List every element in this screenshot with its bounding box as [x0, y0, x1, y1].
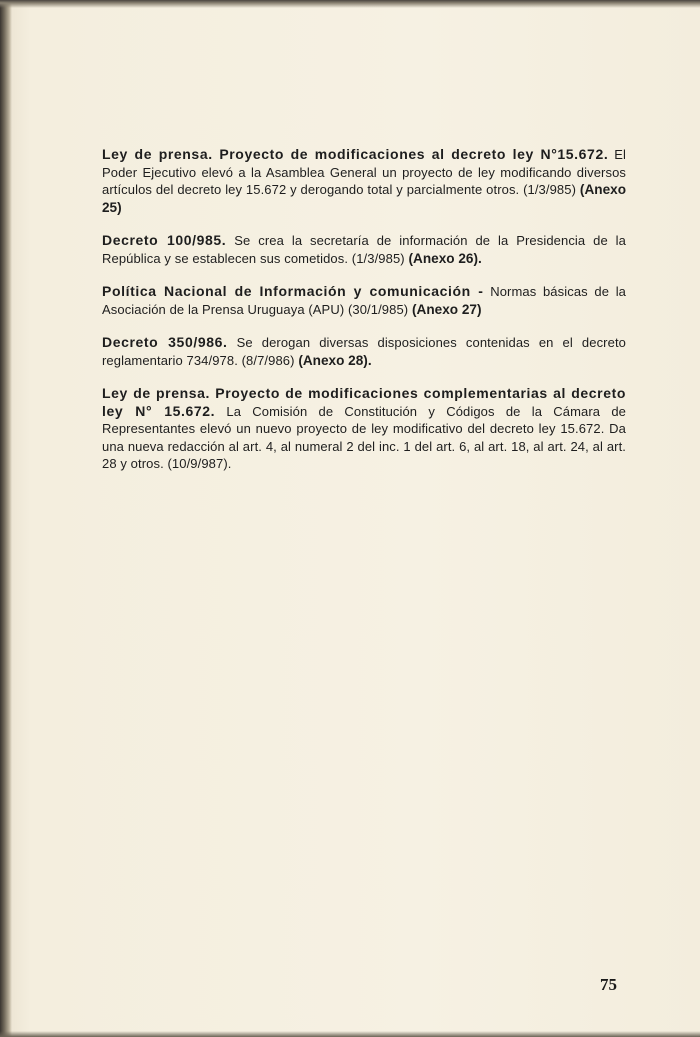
book-spine-shadow [0, 0, 12, 1037]
entry-annex: (Anexo 28). [298, 352, 372, 368]
entry-heading: Ley de prensa. Proyecto de modificaciones complementarias al decreto ley N° 15.672. [102, 385, 626, 419]
entry-text: El Poder Ejecutivo elevó a la Asamblea General un proyecto de ley modificando diversos artículos del decreto ley 15.672 y derogando total y parcialmente otros. (1/3/985) [102, 147, 626, 197]
page-bottom-edge [0, 1031, 700, 1037]
entry-heading: Ley de prensa. Proyecto de modificaciones al decreto ley N°15.672. [102, 146, 609, 162]
entry-1 [102, 146, 626, 216]
entry-annex: (Anexo 26). [408, 250, 482, 266]
entry-list [102, 146, 626, 489]
entry-text: Se crea la secretaría de información de la Presidencia de la República y se establecen sus cometidos. (1/3/985) [102, 233, 627, 266]
entry-4 [102, 334, 626, 369]
entry-annex: (Anexo 25) [102, 182, 626, 215]
entry-5 [102, 385, 626, 473]
entry-annex: (Anexo 27) [412, 301, 482, 317]
entry-heading: Decreto 100/985. [102, 232, 227, 248]
entry-heading: Decreto 350/986. [102, 334, 228, 350]
entry-3 [102, 283, 626, 318]
entry-text: Normas básicas de la Asociación de la Prensa Uruguaya (APU) (30/1/985) [102, 284, 627, 317]
page-number: 75 [600, 975, 617, 994]
page-top-edge [0, 0, 700, 8]
entry-text: Se derogan diversas disposiciones contenidas en el decreto reglamentario 734/978. (8/7/986) [102, 335, 626, 368]
entry-2 [102, 232, 626, 267]
entry-heading: Política Nacional de Información y comunicación - [102, 283, 484, 299]
entry-text: La Comisión de Constitución y Códigos de la Cámara de Representantes elevó un nuevo proyecto de ley modificativo del decreto ley 15.672. Da una nueva redacción al art. 4, al numeral 2 del inc. 1 del art. 6, al art. 18, al art. 24, al art. 28 y otros. (10/9/987). [102, 403, 627, 471]
